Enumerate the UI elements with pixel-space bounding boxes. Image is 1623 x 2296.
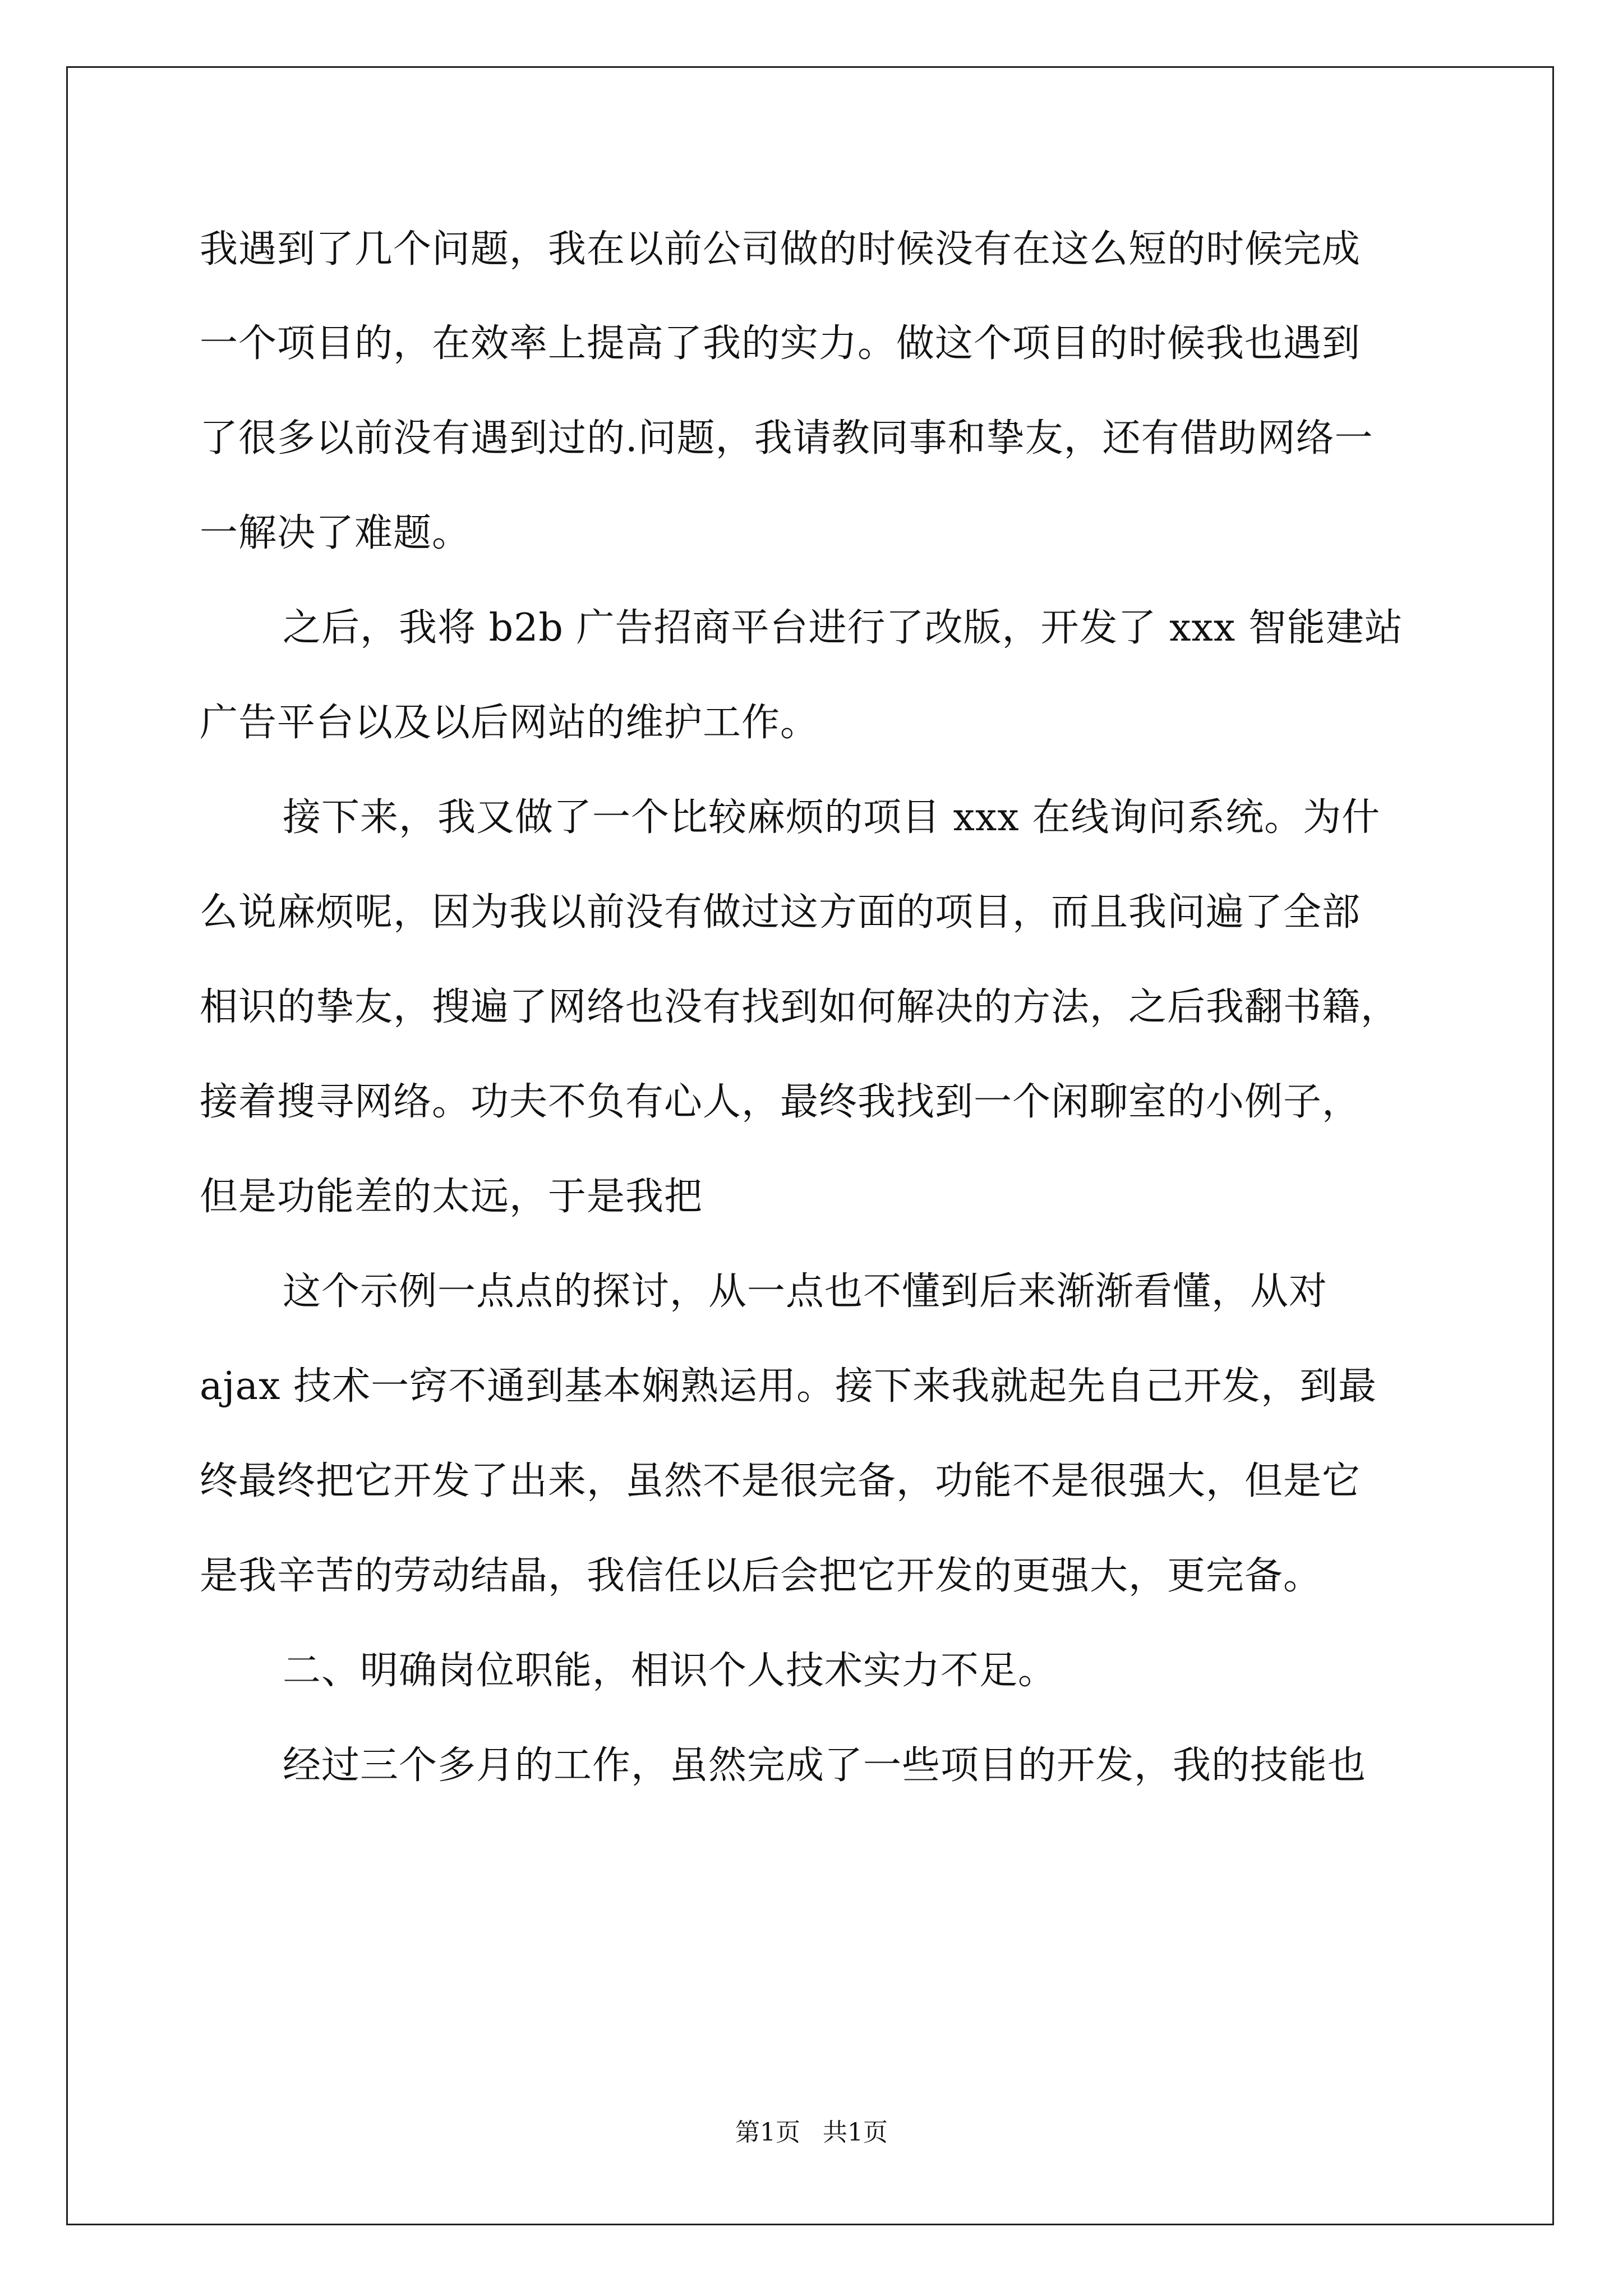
text-line: 是我辛苦的劳动结晶，我信任以后会把它开发的更强大，更完备。 bbox=[200, 1554, 1322, 1598]
paragraph-start-line: 接下来，我又做了一个比较麻烦的项目 xxx 在线询问系统。为什 bbox=[283, 795, 1381, 840]
paragraph-start-line: 这个示例一点点的探讨，从一点也不懂到后来渐渐看懂，从对 bbox=[283, 1269, 1328, 1314]
text-line: 但是功能差的太远，于是我把 bbox=[200, 1175, 703, 1219]
page-number: 第1页 bbox=[735, 2118, 800, 2147]
page-footer bbox=[0, 2116, 1623, 2150]
text-line: 终最终把它开发了出来，虽然不是很完备，功能不是很强大，但是它 bbox=[200, 1459, 1361, 1503]
text-line: 接着搜寻网络。功夫不负有心人，最终我找到一个闲聊室的小例子， bbox=[200, 1080, 1361, 1124]
paragraph-start-line: 经过三个多月的工作，虽然完成了一些项目的开发，我的技能也 bbox=[283, 1743, 1367, 1788]
text-line: ajax 技术一窍不通到基本娴熟运用。接下来我就起先自己开发，到最 bbox=[200, 1364, 1377, 1409]
paragraph-start-line: 之后，我将 b2b 广告招商平台进行了改版，开发了 xxx 智能建站 bbox=[283, 606, 1403, 650]
text-line: 我遇到了几个问题，我在以前公司做的时候没有在这么短的时候完成 bbox=[200, 227, 1361, 272]
text-line: 相识的挚友，搜遍了网络也没有找到如何解决的方法，之后我翻书籍， bbox=[200, 985, 1400, 1029]
text-line: 广告平台以及以后网站的维护工作。 bbox=[200, 701, 819, 745]
page-total: 共1页 bbox=[823, 2118, 888, 2147]
text-line: 一解决了难题。 bbox=[200, 511, 471, 555]
page-border bbox=[66, 66, 1554, 2225]
text-line: 一个项目的，在效率上提高了我的实力。做这个项目的时候我也遇到 bbox=[200, 321, 1361, 366]
section-heading: 二、明确岗位职能，相识个人技术实力不足。 bbox=[283, 1649, 1057, 1693]
text-line: 了很多以前没有遇到过的.问题，我请教同事和挚友，还有借助网络一 bbox=[200, 416, 1373, 461]
text-line: 么说麻烦呢，因为我以前没有做过这方面的项目，而且我问遍了全部 bbox=[200, 890, 1361, 935]
